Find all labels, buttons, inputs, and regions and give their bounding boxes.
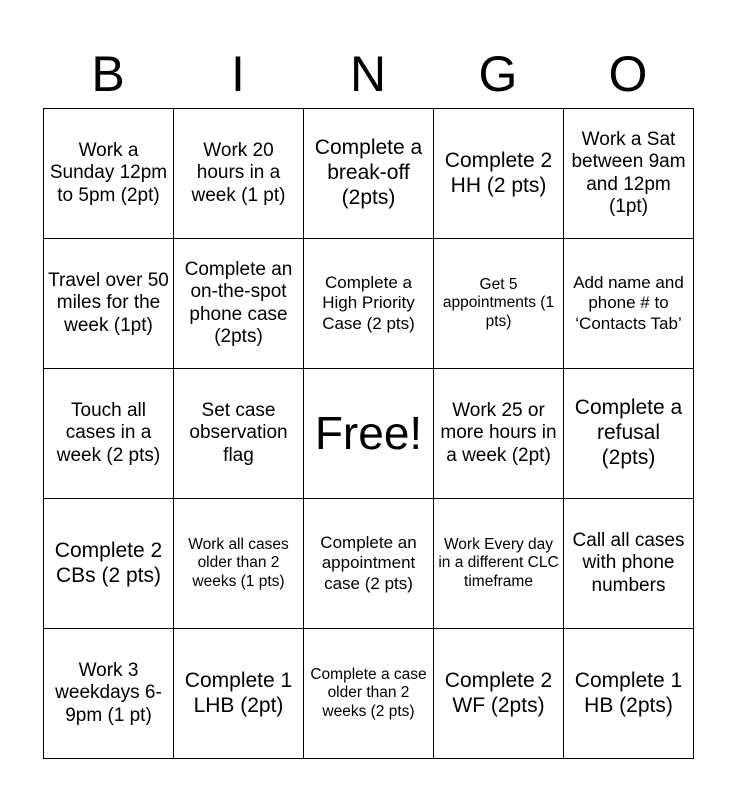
- bingo-cell: Travel over 50 miles for the week (1pt): [44, 239, 174, 369]
- bingo-cell: Complete an on-the-spot phone case (2pts): [174, 239, 304, 369]
- bingo-cell: Complete a High Priority Case (2 pts): [304, 239, 434, 369]
- card-row: [44, 499, 694, 629]
- bingo-cell: Work Every day in a different CLC timeframe: [434, 499, 564, 629]
- bingo-cell: Complete an appointment case (2 pts): [304, 499, 434, 629]
- bingo-cell: Complete 2 WF (2pts): [434, 629, 564, 759]
- header-letter-g: G: [478, 46, 518, 102]
- card-row: [44, 369, 694, 499]
- header-letter-o: O: [608, 46, 648, 102]
- bingo-cell: Work 3 weekdays 6-9pm (1 pt): [44, 629, 174, 759]
- free-space-cell: Free!: [304, 369, 434, 499]
- bingo-cell: Complete a case older than 2 weeks (2 pts): [304, 629, 434, 759]
- bingo-cell: Work a Sunday 12pm to 5pm (2pt): [44, 109, 174, 239]
- bingo-cell: Get 5 appointments (1 pts): [434, 239, 564, 369]
- bingo-cell: Touch all cases in a week (2 pts): [44, 369, 174, 499]
- bingo-cell: Complete 1 HB (2pts): [564, 629, 694, 759]
- bingo-cell: Complete a break-off (2pts): [304, 109, 434, 239]
- bingo-cell: Work all cases older than 2 weeks (1 pts): [174, 499, 304, 629]
- bingo-cell: Work 20 hours in a week (1 pt): [174, 109, 304, 239]
- bingo-cell: Work a Sat between 9am and 12pm (1pt): [564, 109, 694, 239]
- bingo-cell: Complete 2 HH (2 pts): [434, 109, 564, 239]
- bingo-cell: Complete 1 LHB (2pt): [174, 629, 304, 759]
- card-row: [44, 109, 694, 239]
- bingo-cell: Call all cases with phone numbers: [564, 499, 694, 629]
- card-row: [44, 629, 694, 759]
- bingo-cell: Complete 2 CBs (2 pts): [44, 499, 174, 629]
- bingo-cell: Set case observation flag: [174, 369, 304, 499]
- header-letter-n: N: [349, 46, 387, 102]
- bingo-cell: Complete a refusal (2pts): [564, 369, 694, 499]
- card-row: [44, 239, 694, 369]
- header-letter-i: I: [231, 46, 245, 102]
- bingo-cell: Work 25 or more hours in a week (2pt): [434, 369, 564, 499]
- bingo-cell: Add name and phone # to ‘Contacts Tab’: [564, 239, 694, 369]
- bingo-header: [43, 40, 693, 108]
- bingo-card: [43, 108, 694, 759]
- header-letter-b: B: [91, 46, 125, 102]
